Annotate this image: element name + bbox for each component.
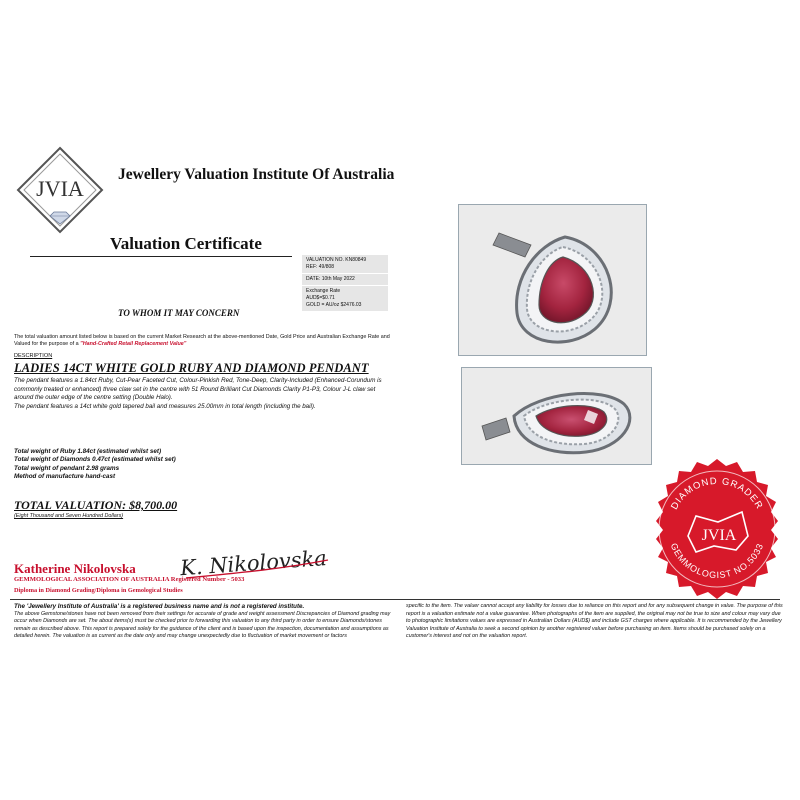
title-divider — [30, 256, 292, 257]
manufacture-method: Method of manufacture hand-cast — [14, 473, 116, 481]
intro-paragraph — [14, 334, 394, 348]
institute-name: Jewellery Valuation Institute Of Australia — [118, 166, 395, 183]
description-label: DESCRIPTION — [14, 353, 53, 359]
valuation-meta-box — [302, 255, 388, 312]
to-whom-heading: TO WHOM IT MAY CONCERN — [118, 308, 240, 318]
diamond-icon — [50, 212, 70, 224]
valuer-name: Katherine Nikolovska — [14, 561, 136, 576]
weights-list — [14, 448, 176, 482]
weight-diamonds: Total weight of Diamonds 0.47ct (estimated whilst set) — [14, 456, 176, 464]
exchange-rate-label: Exchange Rate — [306, 288, 341, 294]
weight-pendant: Total weight of pendant 2.98 grams — [14, 464, 120, 472]
pendant-angle-illustration — [462, 368, 651, 464]
reference-number: REF: 49/808 — [306, 264, 335, 270]
product-description — [14, 377, 392, 411]
disclaimer-left-text: The above Gemstone/stones have not been removed from their settings for accurate of grade and weight assessment Discrepancies of Diamond grading may occur when Diamonds are set. The about items(s) must be checked prior to forwarding this valuation to any third party in order to ensure Diamonds/stones remain as described above. This report is prepared solely for the guidance of the client and is based upon the inspection, documentation and assumptions as detailed herein. The valuation is as current as the date only and may change unexpectedly due to fluctuation of market movement or factors — [14, 610, 391, 640]
weight-ruby: Total weight of Ruby 1.84ct (estimated whilst set) — [14, 448, 162, 455]
disclaimer-lead: The 'Jewellery Institute of Australia' is a registered business name and is not a registered institute. — [14, 603, 305, 610]
description-paragraph-2: The pendant features a 14ct white gold tapered bail and measures 25.00mm in total length (including the bail). — [14, 402, 316, 410]
diamond-grader-seal — [644, 456, 790, 602]
seal-center-text: JVIA — [701, 527, 737, 544]
total-valuation-words: (Eight Thousand and Seven Hundred Dollars) — [14, 513, 124, 519]
exchange-rate: AUD$=$0.71 — [306, 295, 335, 301]
total-valuation: TOTAL VALUATION: $8,700.00 — [14, 498, 178, 512]
seal-top-text: DIAMOND GRADER — [669, 475, 765, 512]
pendant-front-illustration — [459, 205, 646, 355]
disclaimer-right: specific to the item. The valuer cannot accept any liability for losses due to reliance on this report and for any subsequent change in value. The purpose of this report is a valuation estimate not a value guarantee. When photographs of the item are supplied, the original may not be true to size and colour may vary due to photographic limitations values are expressed in Australian Dollars (AUD$) and include GST charges where applicable. It is recommended by the Jewellery Valuation Institute of Australia to seek a second opinion by another registered valuer before purchasing an item. Items should be purchased solely on a customer's interest and not on the valuation report. — [406, 603, 783, 640]
signature-script: K. Nikolovska — [179, 546, 328, 581]
footer-divider — [10, 599, 780, 600]
logo-text: JVIA — [36, 176, 84, 201]
certificate-title: Valuation Certificate — [110, 234, 262, 253]
description-paragraph-1: The pendant features a 1.84ct Ruby, Cut-Pear Faceted Cut, Colour-Pinkish Red, Tone-Deep, Clarity-Included (Enhanced-Corundum is commonly treated or enhanced) three claw set in the centre with 51 Round Brilliant Cut Diamonds Clarity P1-P3, Colour J-L claw set around the outer edge of the centre setting (Double Halo). — [14, 377, 382, 401]
pendant-photo-angle — [461, 367, 652, 465]
product-title: LADIES 14CT WHITE GOLD RUBY AND DIAMOND PENDANT — [14, 361, 369, 375]
disclaimer-left — [14, 603, 398, 641]
jvia-logo — [14, 144, 106, 236]
pendant-photo-front — [458, 204, 647, 356]
credential-diploma: Diploma in Diamond Grading/Diploma in Gemological Studies — [14, 587, 183, 594]
credential-registration: GEMMOLOGICAL ASSOCIATION OF AUSTRALIA Registered Number - 5033 — [14, 576, 245, 583]
valuation-date: DATE: 10th May 2022 — [306, 276, 355, 282]
intro-purpose: "Hand-Crafted Retail Replacement Value" — [80, 341, 187, 348]
gold-rate: GOLD = AU/oz $2476.03 — [306, 302, 362, 308]
valuation-number: VALUATION NO. KN80849 — [306, 257, 367, 263]
intro-text: The total valuation amount listed below is based on the current Market Research at the above-mentioned Date, Gold Price and Australian Exchange Rate and Valued for the purpose of a — [14, 334, 390, 348]
seal-bottom-text: GEMMOLOGIST NO.5033 — [668, 541, 766, 581]
